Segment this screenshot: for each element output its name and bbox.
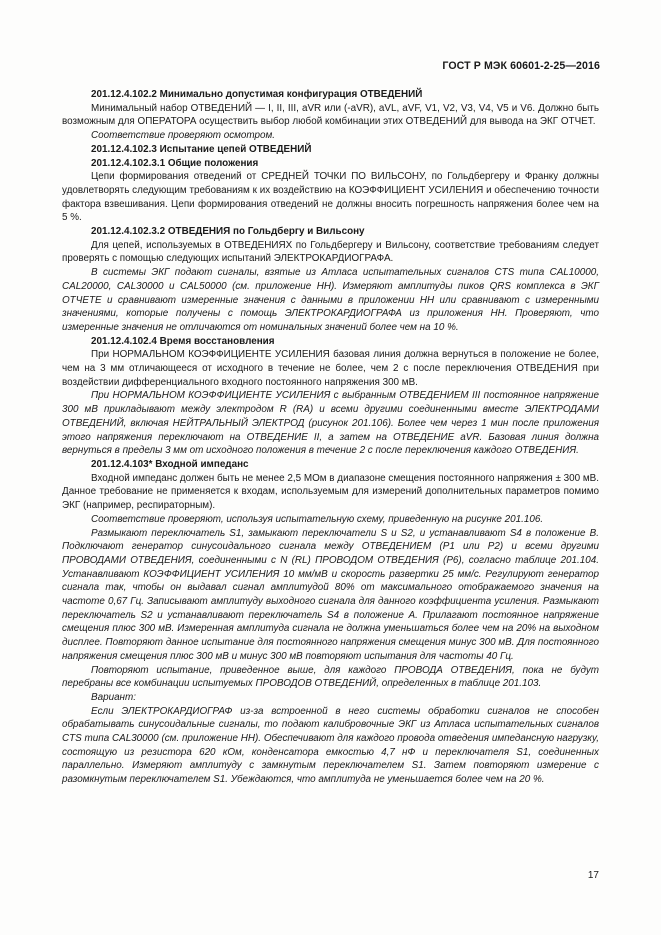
section-heading: 201.12.4.102.3.1 Общие положения [91,157,259,169]
body-paragraph: Минимальный набор ОТВЕДЕНИЙ — I, II, III, aVR или (-aVR), aVL, aVF, V1, V2, V3, V4, V5 и V6. Должно быть возможным для ОПЕРАТОРА осуществить выбор любой комбинации этих ОТВЕДЕНИЙ для вывода на ЭКГ ОТЧЕТ. [62,102,599,128]
test-procedure-paragraph: Размыкают переключатель S1, замыкают переключатели S и S2, и устанавливают S4 в положение B. Подключают генератор синусоидального сигнала между ОТВЕДЕНИЕМ (P1 или P2) и всеми другими ПРОВОДАМИ ОТВЕДЕНИЯ, соединенными с N (RL) ПРОВОДОМ ОТВЕДЕНИЯ (P6), согласно таблице 201.104. Устанавливают КОЭФФИЦИЕНТ УСИЛЕНИЯ 10 мм/мВ и скорость развертки 25 мм/с. Регулируют генератор сигнала так, чтобы он выдавал сигнал амплитудой 80% от максимального отображаемого значения на частоте 0,67 Гц. Записывают амплитуду выходного сигнала для данного коэффициента усиления. Размыкают переключатель S2 и устанавливают переключатель S4 в положение A. Прилагают постоянное напряжение смещения плюс 300 мВ. Измеренная амплитуда сигнала не должна уменьшаться более чем на 20% на выходном дисплее. Повторяют данное испытание для постоянного напряжения смещения минус 300 мВ. Для постоянного напряжения смещения плюс 300 мВ и минус 300 мВ повторяют испытания для частоты 40 Гц. [62,527,599,662]
page-number: 17 [587,870,599,881]
compliance-note: Соответствие проверяют, используя испытательную схему, приведенную на рисунке 201.106. [91,513,544,525]
variant-label: Вариант: [91,691,136,703]
test-procedure-paragraph: Повторяют испытание, приведенное выше, для каждого ПРОВОДА ОТВЕДЕНИЯ, пока не будут перебраны все комбинации испытуемых ПРОВОДОВ ОТВЕДЕНИЙ, определенных в таблице 201.103. [62,664,599,690]
test-procedure-paragraph: Если ЭЛЕКТРОКАРДИОГРАФ из-за встроенной в него системы обработки сигналов не способен обрабатывать синусоидальные сигналы, то подают калибровочные ЭКГ из Атласа испытательных сигналов CTS типа CAL30000 (см. приложение НН). Обеспечивают для каждого провода отведения импедансную нагрузку, состоящую из резистора 620 кОм, конденсатора емкостью 4,7 нФ и переключателя S1, соединенных параллельно. Измеряют амплитуду с замкнутым переключателем S1. Затем повторяют измерение с разомкнутым переключателем S1. Убеждаются, что амплитуда не уменьшается более чем на 20 %. [62,705,599,786]
section-heading: 201.12.4.102.3.2 ОТВЕДЕНИЯ по Гольдбергу и Вильсону [91,226,365,238]
test-procedure-paragraph: При НОРМАЛЬНОМ КОЭФФИЦИЕНТЕ УСИЛЕНИЯ с выбранным ОТВЕДЕНИЕМ III постоянное напряжение 300 мВ прикладывают между электродом R (RA) и всеми другими соединенными вместе ЭЛЕКТРОДАМИ ОТВЕДЕНИЙ, включая НЕЙТРАЛЬНЫЙ ЭЛЕКТРОД (рисунок 201.106). Более чем через 1 мин после приложения этого напряжения переключают на ОТВЕДЕНИЕ II, а затем на ОТВЕДЕНИЕ aVR. Базовая линия должна вернуться в пределы 3 мм от исходного положения в течение 2 с после переключения каждого ОТВЕДЕНИЯ. [62,390,599,457]
document-body [62,88,599,787]
body-paragraph: При НОРМАЛЬНОМ КОЭФФИЦИЕНТЕ УСИЛЕНИЯ базовая линия должна вернуться в положение не более, чем на 3 мм отличающееся от исходного в течение не более, чем 2 с после переключения ОТВЕДЕНИЯ при воздействии дифференциального входного постоянного напряжения 300 мВ. [62,349,599,388]
document-code-header: ГОСТ Р МЭК 60601-2-25—2016 [442,60,600,72]
section-heading: 201.12.4.102.2 Минимально допустимая конфигурация ОТВЕДЕНИЙ [91,89,423,100]
body-paragraph: Для цепей, используемых в ОТВЕДЕНИЯХ по Гольдбергеру и Вильсону, соответствие требованиям следует проверять с помощью следующих испытаний ЭЛЕКТРОКАРДИОГРАФА. [62,239,599,265]
section-heading: 201.12.4.102.3 Испытание цепей ОТВЕДЕНИЙ [91,143,312,155]
compliance-note: Соответствие проверяют осмотром. [91,130,276,142]
section-heading: 201.12.4.102.4 Время восстановления [91,335,275,347]
body-paragraph: Цепи формирования отведений от СРЕДНЕЙ ТОЧКИ ПО ВИЛЬСОНУ, по Гольдбергеру и Франку должны удовлетворять следующим требованиям к их воздействию на КОЭФФИЦИЕНТ УСИЛЕНИЯ и обеспечению точности фактора взвешивания. Цепи формирования отведений не должны вносить погрешность напряжения более чем на 5 %. [62,171,599,224]
body-paragraph: Входной импеданс должен быть не менее 2,5 МОм в диапазоне смещения постоянного напряжения ± 300 мВ. Данное требование не применяется к входам, используемым для измерений дополнительных параметров помимо ЭКГ (например, респираторным). [62,472,599,512]
section-heading: 201.12.4.103* Входной импеданс [91,458,249,470]
test-procedure-paragraph: В системы ЭКГ подают сигналы, взятые из Атласа испытательных сигналов CTS типа CAL10000, CAL20000, CAL30000 и CAL50000 (см. приложение НН). Измеряют амплитуды пиков QRS комплекса в ЭКГ ОТЧЕТЕ и сравнивают измеренные значения с данными в приложении НН или сравнивают с измеренными значениями, которые получены с помощь ЭЛЕКТРОКАРДИОГРАФА из приложения НН. Проверяют, что измеренные значения не отличаются от номинальных значений более чем на 10 %. [62,267,599,333]
